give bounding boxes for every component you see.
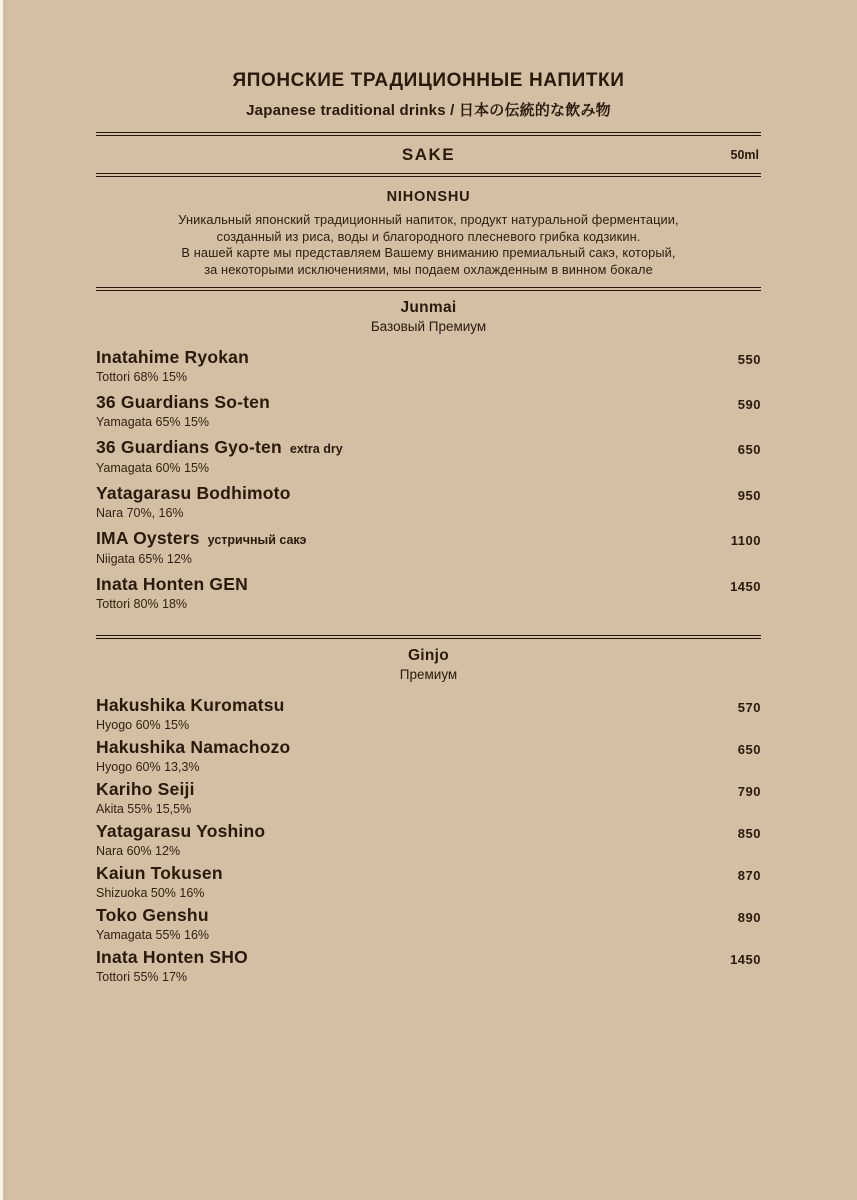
intro-line: за некоторыми исключениями, мы подаем охлажденным в винном бокале	[204, 261, 653, 277]
item-details: Yamagata 55% 16%	[96, 928, 210, 942]
divider	[96, 635, 761, 639]
item-price: 650	[737, 442, 761, 457]
scan-edge-shadow	[3, 0, 9, 1200]
item-price: 950	[737, 488, 761, 503]
item-details: Hyogo 60% 13,3%	[96, 760, 200, 774]
item-details: Tottori 68% 15%	[96, 370, 188, 384]
page-title: ЯПОНСКИЕ ТРАДИЦИОННЫЕ НАПИТКИ	[232, 70, 625, 91]
intro-line: созданный из риса, воды и благородного плесневого грибка кодзикин.	[216, 228, 641, 244]
category-header	[96, 136, 761, 173]
item-price: 650	[737, 742, 761, 757]
item-name: IMA Oysters	[96, 528, 200, 548]
menu-item	[96, 737, 761, 774]
item-price: 550	[737, 352, 761, 367]
item-details: Nara 60% 12%	[96, 844, 181, 858]
section-name: Ginjo	[407, 647, 450, 664]
item-name: Inatahime Ryokan	[96, 347, 249, 367]
item-details: Akita 55% 15,5%	[96, 802, 192, 816]
menu-item	[96, 392, 761, 429]
item-name: Inata Honten SHO	[96, 947, 248, 967]
item-price: 790	[737, 784, 761, 799]
item-name: Inata Honten GEN	[96, 574, 248, 594]
menu-item	[96, 779, 761, 816]
menu-item	[96, 821, 761, 858]
intro-paragraph	[96, 212, 761, 278]
item-details: Niigata 65% 12%	[96, 552, 192, 566]
divider	[96, 287, 761, 291]
item-details: Tottori 55% 17%	[96, 970, 188, 984]
section-name: Junmai	[400, 299, 457, 316]
item-suffix: устричный сакэ	[207, 533, 307, 547]
item-suffix: extra dry	[289, 442, 343, 456]
item-name: 36 Guardians Gyo-ten	[96, 437, 282, 457]
item-price: 570	[737, 700, 761, 715]
item-details: Shizuoka 50% 16%	[96, 886, 205, 900]
item-name: Kariho Seiji	[96, 779, 195, 799]
menu-item	[96, 863, 761, 900]
item-name: 36 Guardians So-ten	[96, 392, 270, 412]
section-subtitle: Премиум	[399, 667, 458, 682]
section-junmai	[96, 299, 761, 611]
volume-label: 50ml	[730, 147, 759, 162]
menu-item	[96, 905, 761, 942]
item-price: 590	[737, 397, 761, 412]
item-list	[96, 695, 761, 984]
item-details: Tottori 80% 18%	[96, 597, 188, 611]
page-subtitle: Japanese traditional drinks / 日本の伝統的な飲み物	[246, 102, 611, 119]
menu-item	[96, 528, 761, 566]
item-price: 890	[737, 910, 761, 925]
item-price: 870	[737, 868, 761, 883]
item-price: 1450	[730, 952, 761, 967]
item-details: Nara 70%, 16%	[96, 506, 184, 520]
item-name: Hakushika Kuromatsu	[96, 695, 285, 715]
section-subtitle: Базовый Премиум	[370, 319, 487, 334]
section-header	[96, 299, 761, 334]
item-name: Kaiun Tokusen	[96, 863, 223, 883]
item-price: 1450	[730, 579, 761, 594]
item-details: Yamagata 65% 15%	[96, 415, 210, 429]
divider	[96, 173, 761, 177]
item-price: 850	[737, 826, 761, 841]
item-details: Hyogo 60% 15%	[96, 718, 190, 732]
intro-line: В нашей карте мы представляем Вашему вниманию премиальный сакэ, который,	[181, 245, 676, 260]
item-name: Toko Genshu	[96, 905, 209, 925]
section-ginjo	[96, 647, 761, 984]
menu-item	[96, 574, 761, 611]
intro-block	[96, 189, 761, 278]
item-name: Hakushika Namachozo	[96, 737, 291, 757]
item-list	[96, 347, 761, 611]
category-title: SAKE	[401, 145, 456, 164]
menu-item	[96, 947, 761, 984]
menu-item	[96, 483, 761, 520]
item-name: Yatagarasu Bodhimoto	[96, 483, 291, 503]
item-details: Yamagata 60% 15%	[96, 461, 210, 475]
item-name: Yatagarasu Yoshino	[96, 821, 266, 841]
menu-item	[96, 695, 761, 732]
section-header	[96, 647, 761, 682]
intro-title: NIHONSHU	[386, 189, 471, 205]
intro-line: Уникальный японский традиционный напиток, продукт натуральной ферментации,	[178, 212, 679, 227]
item-price: 1100	[730, 533, 761, 548]
menu-item	[96, 347, 761, 384]
menu-item	[96, 437, 761, 475]
